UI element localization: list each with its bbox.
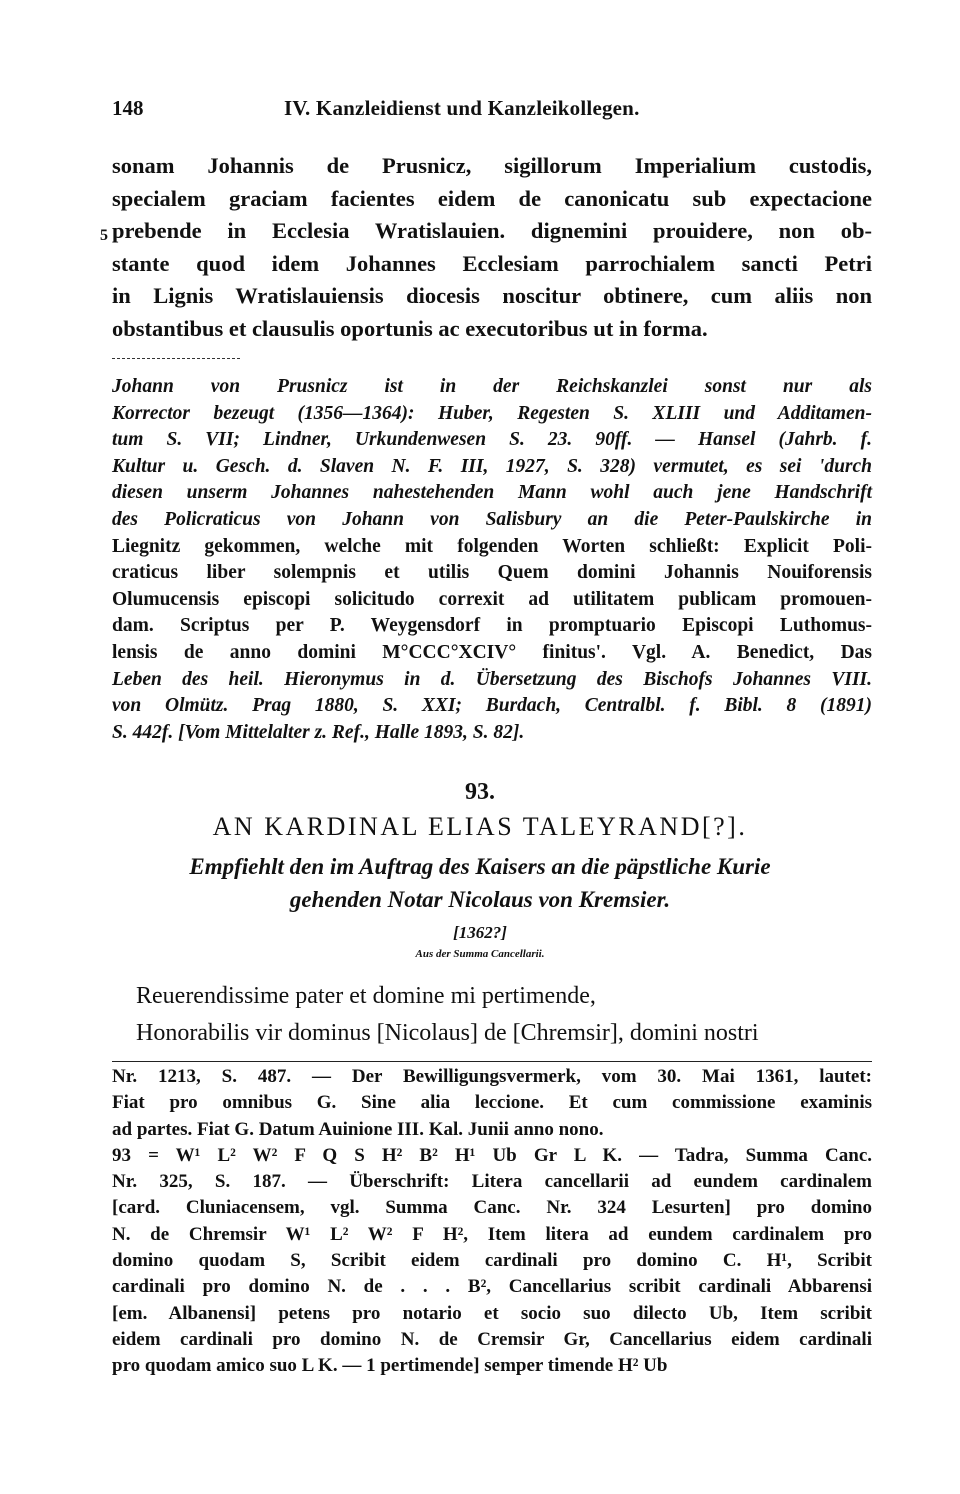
main-text-line: specialem graciam facientes eidem de canonicatu sub expectacione: [112, 185, 872, 211]
commentary-line: Leben des heil. Hieronymus in d. Übersetzung des Bischofs Johannes VIII.: [112, 668, 872, 690]
commentary-line: diesen unserm Johannes nahestehenden Mann wohl auch jene Handschrift: [112, 482, 872, 504]
document-number: 93.: [465, 779, 495, 805]
main-text: [100, 150, 872, 345]
commentary-line: von Olmütz. Prag 1880, S. XXI; Burdach, Centralbl. f. Bibl. 8 (1891): [112, 695, 872, 717]
commentary-line: Kultur u. Gesch. d. Slaven N. F. III, 1927, S. 328) vermutet, es sei 'durch: [112, 455, 872, 477]
commentary-line: Korrector bezeugt (1356—1364): Huber, Regesten S. XLIII und Additamen-: [112, 402, 872, 424]
main-text-line: sonam Johannis de Prusnicz, sigillorum Imperialium custodis,: [112, 153, 872, 178]
commentary-line: tum S. VII; Lindner, Urkundenwesen S. 23. 90ff. — Hansel (Jahrb. f.: [112, 429, 872, 451]
main-text-line: in Lignis Wratislauiensis diocesis noscitur obtinere, cum aliis non: [112, 283, 872, 308]
summary-line: Empfiehlt den im Auftrag des Kaisers an die päpstliche Kurie: [189, 854, 771, 879]
apparatus-line: 93 = W¹ L² W² F Q S H² B² H¹ Ub Gr L K. — Tadra, Summa Canc.: [112, 1144, 872, 1166]
document-summary: [0, 850, 960, 916]
summary-line: gehenden Notar Nicolaus von Kremsier.: [289, 887, 671, 912]
document-date: [1362?]: [453, 923, 507, 942]
apparatus-line: cardinali pro domino N. de . . . B², Cancellarius scribit cardinali Abbarensi: [112, 1276, 872, 1298]
running-title: IV. Kanzleidienst und Kanzleikollegen.: [284, 96, 640, 120]
apparatus-line: eidem cardinali pro domino N. de Cremsir Gr, Cancellarius eidem cardinali: [112, 1328, 872, 1350]
apparatus-line: domino quodam S, Scribit eidem cardinali pro domino C. H¹, Scribit: [112, 1250, 872, 1272]
commentary-line: S. 442f. [Vom Mittelalter z. Ref., Halle 1893, S. 82].: [112, 721, 525, 743]
letter-line: Honorabilis vir dominus [Nicolaus] de [Chremsir], domini nostri: [136, 1020, 759, 1046]
main-text-line: stante quod idem Johannes Ecclesiam parrochialem sancti Petri: [112, 250, 872, 276]
commentary-line: dam. Scriptus per P. Weygensdorf in promptuario Episcopi Luthomus-: [112, 615, 872, 637]
apparatus-line: [card. Cluniacensem, vgl. Summa Canc. Nr. 324 Lesurten] pro domino: [112, 1197, 872, 1219]
main-text-line: obstantibus et clausulis oportunis ac executoribus ut in forma.: [112, 315, 708, 341]
critical-apparatus: [112, 1064, 872, 1380]
commentary: [112, 374, 872, 746]
apparatus-line: ad partes. Fiat G. Datum Auinione III. Kal. Junii anno nono.: [112, 1118, 604, 1140]
letter-line: Reuerendissime pater et domine mi pertimende,: [136, 983, 596, 1009]
line-number: 5: [100, 227, 108, 244]
apparatus-line: [em. Albanensi] petens pro notario et socio suo dilecto Ub, Item scribit: [112, 1302, 872, 1324]
commentary-line: lensis de anno domini M°CCC°XCIV° finitus'. Vgl. A. Benedict, Das: [112, 641, 872, 663]
apparatus-line: Nr. 1213, S. 487. — Der Bewilligungsvermerk, vom 30. Mai 1361, lautet:: [112, 1066, 872, 1087]
footnote-rule: [112, 1061, 872, 1062]
apparatus-line: Fiat pro omnibus G. Sine alia leccione. Et cum commissione examinis: [112, 1092, 872, 1114]
apparatus-line: pro quodam amico suo L K. — 1 pertimende] semper timende H² Ub: [112, 1355, 668, 1377]
commentary-line: Liegnitz gekommen, welche mit folgenden Worten schließt: Explicit Poli-: [112, 535, 872, 557]
main-text-line: prebende in Ecclesia Wratislauien. dignemini prouidere, non ob-: [112, 218, 872, 243]
apparatus-line: Nr. 325, S. 187. — Überschrift: Litera cancellarii ad eundem cardinalem: [112, 1171, 872, 1193]
document-source: Aus der Summa Cancellarii.: [415, 948, 545, 960]
page-number: 148: [112, 96, 144, 120]
commentary-line: des Policraticus von Johann von Salisbury an die Peter-Paulskirche in: [112, 508, 872, 530]
section-divider: [112, 358, 240, 359]
apparatus-line: N. de Chremsir W¹ L² W² F H², Item litera ad eundem cardinalem pro: [112, 1223, 872, 1245]
commentary-line: Johann von Prusnicz ist in der Reichskanzlei sonst nur als: [112, 376, 872, 397]
document-title: AN KARDINAL ELIAS TALEYRAND[?].: [212, 812, 748, 841]
letter-text: [136, 978, 872, 1052]
commentary-line: craticus liber solempnis et utilis Quem domini Johannis Nouiforensis: [112, 562, 872, 584]
commentary-line: Olumucensis episcopi solicitudo correxit ad utilitatem publicam promouen-: [112, 588, 872, 610]
